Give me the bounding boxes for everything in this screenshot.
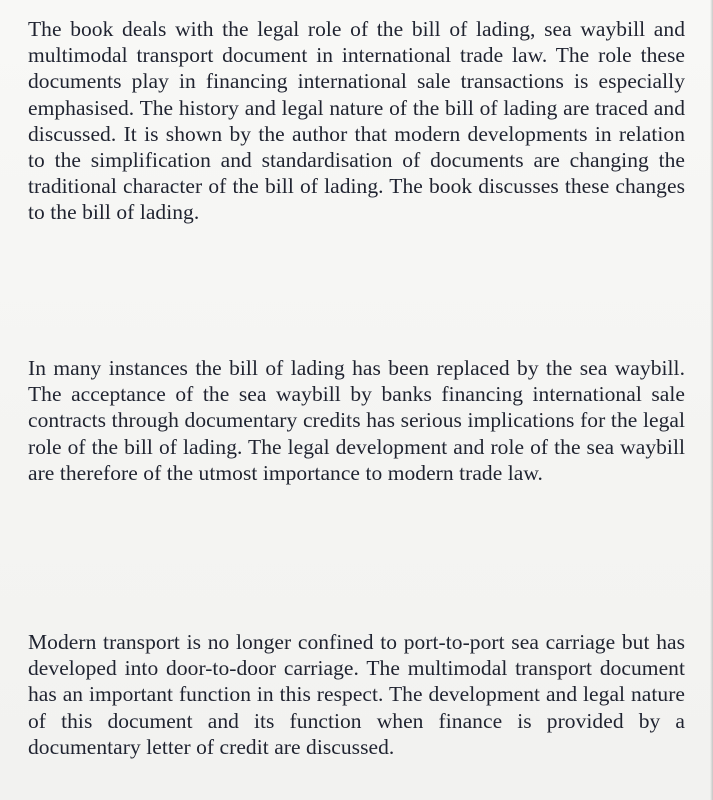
paragraph-bill-of-lading: The book deals with the legal role of the bill of lading, sea waybill and multimodal transport document in international trade law. The role these documents play in financing international sale transactions is especially emphasised. The history and legal nature of the bill of lading are traced and discussed. It is shown by the author that modern developments in relation to the simplification and standardisation of documents are changing the traditional character of the bill of lading. The book discusses these changes to the bill of lading.	[28, 17, 685, 225]
paragraph-sea-waybill: In many instances the bill of lading has been replaced by the sea waybill. The acceptance of the sea waybill by banks financing international sale contracts through documentary credits has serious implications for the legal role of the bill of lading. The legal development and role of the sea waybill are therefore of the utmost importance to modern trade law.	[28, 356, 685, 485]
paragraph-multimodal-transport: Modern transport is no longer confined to port-to-port sea carriage but has developed into door-to-door carriage. The multimodal transport document has an important function in this respect. The development and legal nature of this document and its function when finance is provided by a documentary letter of credit are discussed.	[28, 630, 685, 759]
